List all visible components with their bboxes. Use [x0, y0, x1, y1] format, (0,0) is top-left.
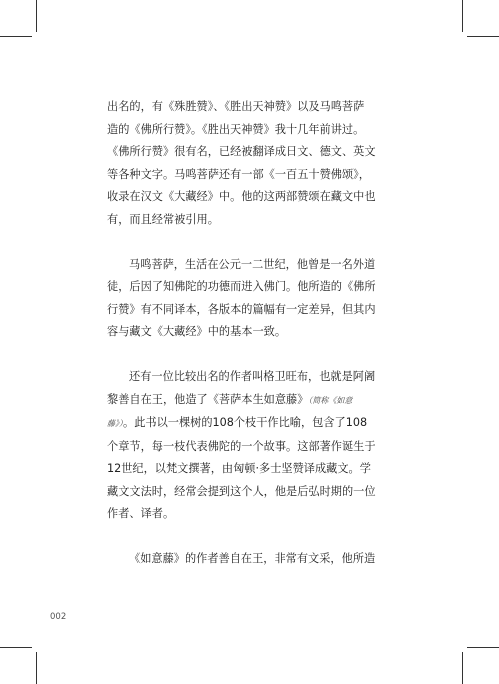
crop-mark-top-right — [462, 0, 463, 32]
text-line: 藏文文法时，经常会提到这个人，他是后弘时期的一位 — [107, 484, 376, 498]
body-text — [107, 96, 393, 593]
paragraph-4 — [107, 548, 393, 571]
paragraph-3 — [107, 366, 393, 526]
text-line: 行赞》有不同译本，各版本的篇幅有一定差异，但其内 — [107, 302, 376, 316]
text-segment: 黎善自在王，他造了《菩萨本生如意藤》 — [107, 392, 309, 406]
text-line: 作者、译者。 — [107, 507, 175, 520]
text-line: 有，而且经常被引用。 — [107, 212, 219, 226]
text-line: 造的《佛所行赞》。《胜出天神赞》我十几年前讲过。 — [107, 122, 365, 136]
text-line — [107, 412, 393, 436]
abbreviation-note-cont: 藤》） — [107, 419, 123, 428]
crop-mark-top-left-h — [0, 36, 32, 37]
crop-mark-bottom-left-h — [0, 647, 32, 648]
text-line: 出名的，有《殊胜赞》、《胜出天神赞》以及马鸣菩萨 — [107, 100, 365, 113]
crop-mark-top-right-h — [467, 36, 499, 37]
text-line: 12世纪，以梵文撰著，由匈顿·多士坚赞译成藏文。学 — [107, 462, 371, 475]
abbreviation-note: （简称《如意 — [308, 395, 353, 405]
text-line: 还有一位比较出名的作者叫格卫旺布，也就是阿阇 — [129, 370, 376, 383]
text-line: 等各种文字。马鸣菩萨还有一部《一百五十赞佛颂》， — [107, 167, 370, 181]
text-line: 《佛所行赞》很有名，已经被翻译成日文、德文、英文 — [107, 145, 376, 158]
text-line — [107, 389, 393, 413]
paragraph-2 — [107, 254, 393, 344]
text-line: 徒，后因了知佛陀的功德而进入佛门。他所造的《佛所 — [107, 280, 376, 293]
text-line: 收录在汉文《大藏经》中。他的这两部赞颂在藏文中也 — [107, 190, 376, 203]
paragraph-1 — [107, 96, 393, 231]
text-line: 《如意藤》的作者善自在王，非常有文采，他所造 — [129, 552, 376, 565]
text-line: 马鸣菩萨，生活在公元一二世纪，他曾是一名外道 — [129, 257, 376, 271]
crop-mark-bottom-right — [462, 652, 463, 684]
crop-mark-top-left — [36, 0, 37, 32]
page-number: 002 — [50, 612, 67, 622]
text-segment: 。此书以一棵树的108个枝干作比喻，包含了108 — [123, 416, 368, 429]
crop-mark-bottom-right-h — [467, 647, 499, 648]
text-line: 容与藏文《大藏经》中的基本一致。 — [107, 325, 287, 338]
text-line: 个章节，每一枝代表佛陀的一个故事。这部著作诞生于 — [107, 439, 376, 453]
crop-mark-bottom-left — [36, 652, 37, 684]
